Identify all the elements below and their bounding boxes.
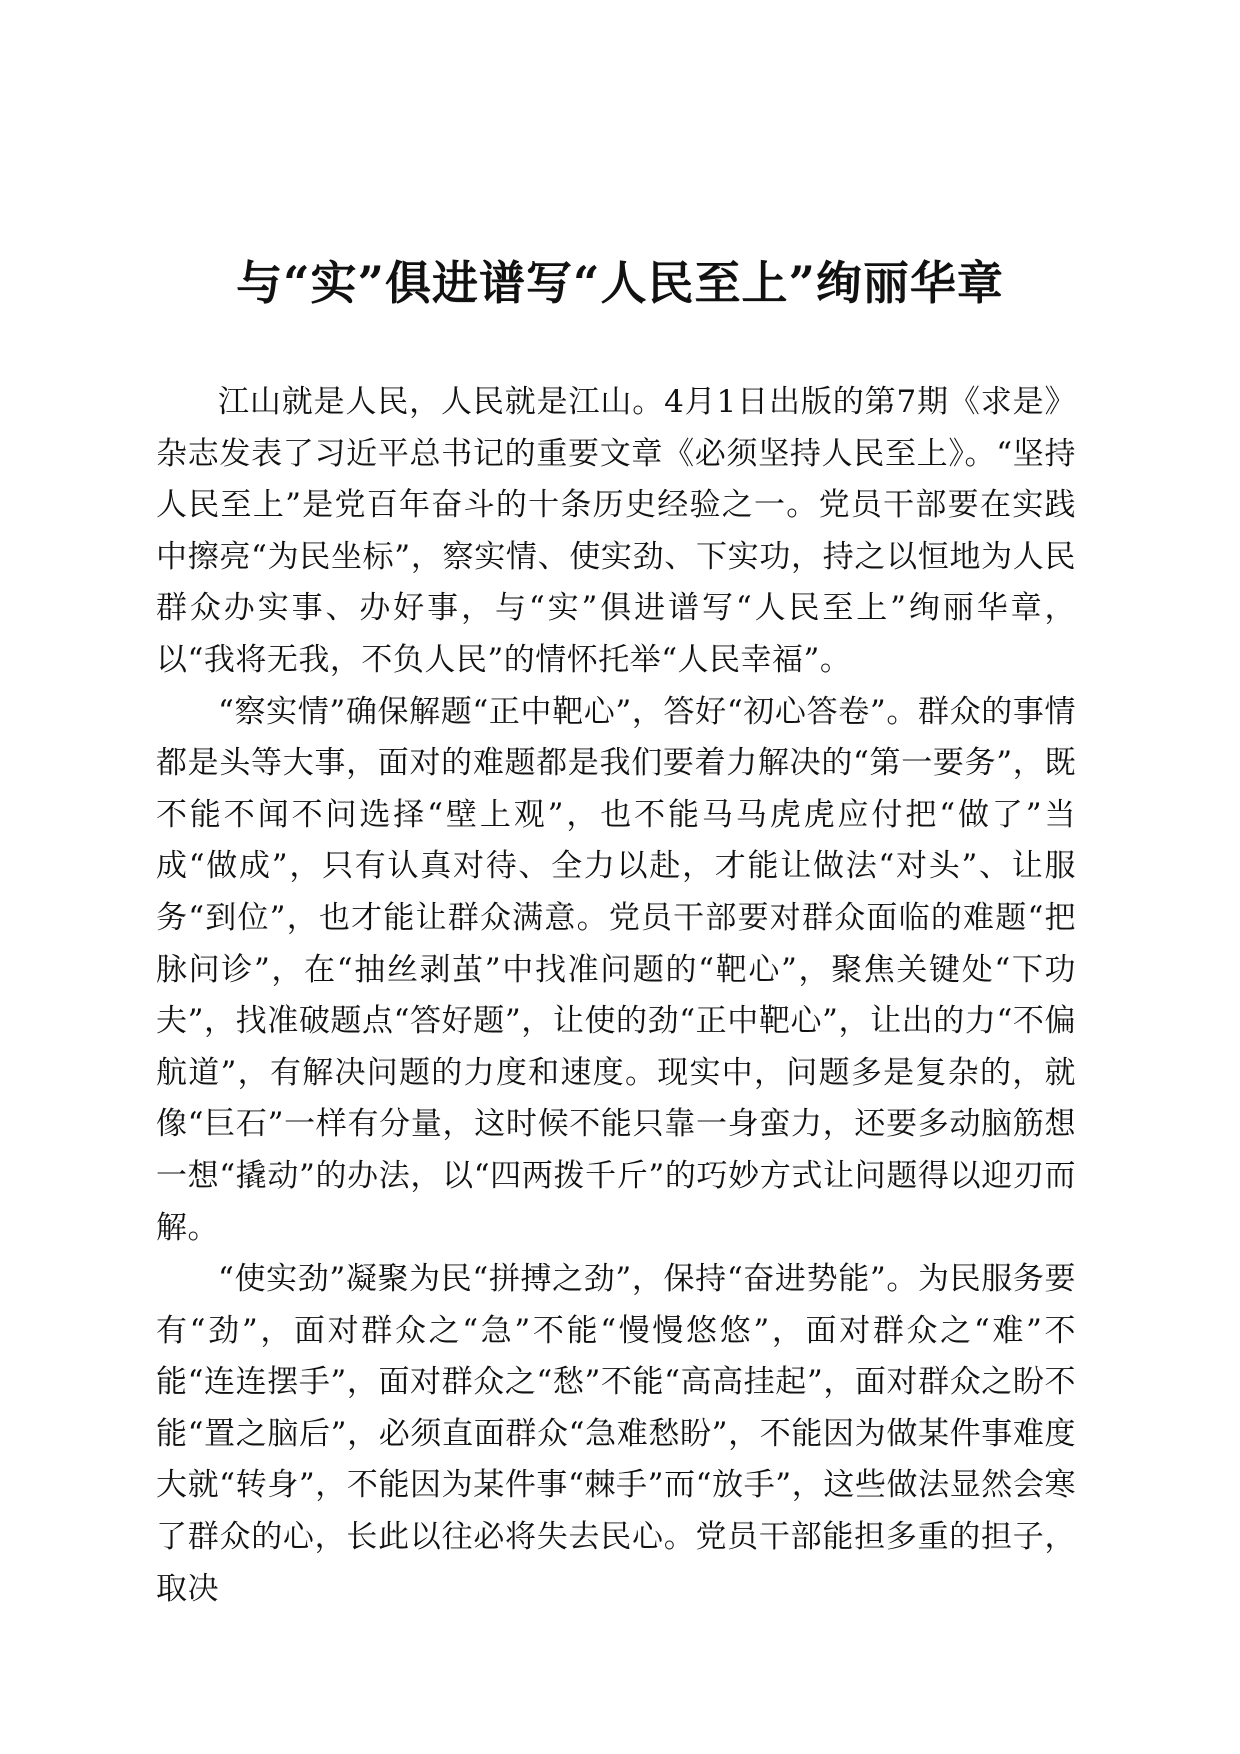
document-title: 与“实”俱进谱写“人民至上”绚丽华章 bbox=[236, 256, 1004, 310]
paragraph-cha-shiqing: “察实情”确保解题“正中靶心”，答好“初心答卷”。群众的事情都是头等大事，面对的难题都是我们要着力解决的“第一要务”，既不能不闻不问选择“壁上观”，也不能马马虎虎应付把“做了”当成“做成”，只有认真对待、全力以赴，才能让做法“对头”、让服务“到位”，也才能让群众满意。党员干部要对群众面临的难题“把脉问诊”，在“抽丝剥茧”中找准问题的“靶心”，聚焦关键处“下功夫”，找准破题点“答好题”，让使的劲“正中靶心”，让出的力“不偏航道”，有解决问题的力度和速度。现实中，问题多是复杂的，就像“巨石”一样有分量，这时候不能只靠一身蛮力，还要多动脑筋想一想“撬动”的办法，以“四两拨千斤”的巧妙方式让问题得以迎刃而解。 bbox=[156, 693, 1076, 1246]
document-body bbox=[156, 377, 1076, 1615]
paragraph-shi-shijin: “使实劲”凝聚为民“拼搏之劲”，保持“奋进势能”。为民服务要有“劲”，面对群众之“急”不能“慢慢悠悠”，面对群众之“难”不能“连连摆手”，面对群众之“愁”不能“高高挂起”，面对群众之盼不能“置之脑后”，必须直面群众“急难愁盼”，不能因为做某件事难度大就“转身”，不能因为某件事“棘手”而“放手”，这些做法显然会寒了群众的心，长此以往必将失去民心。党员干部能担多重的担子，取决 bbox=[156, 1261, 1076, 1607]
paragraph-intro: 江山就是人民，人民就是江山。4月1日出版的第7期《求是》杂志发表了习近平总书记的重要文章《必须坚持人民至上》。“坚持人民至上”是党百年奋斗的十条历史经验之一。党员干部要在实践中擦亮“为民坐标”，察实情、使实劲、下实功，持之以恒地为人民群众办实事、办好事，与“实”俱进谱写“人民至上”绚丽华章，以“我将无我，不负人民”的情怀托举“人民幸福”。 bbox=[156, 384, 1076, 678]
